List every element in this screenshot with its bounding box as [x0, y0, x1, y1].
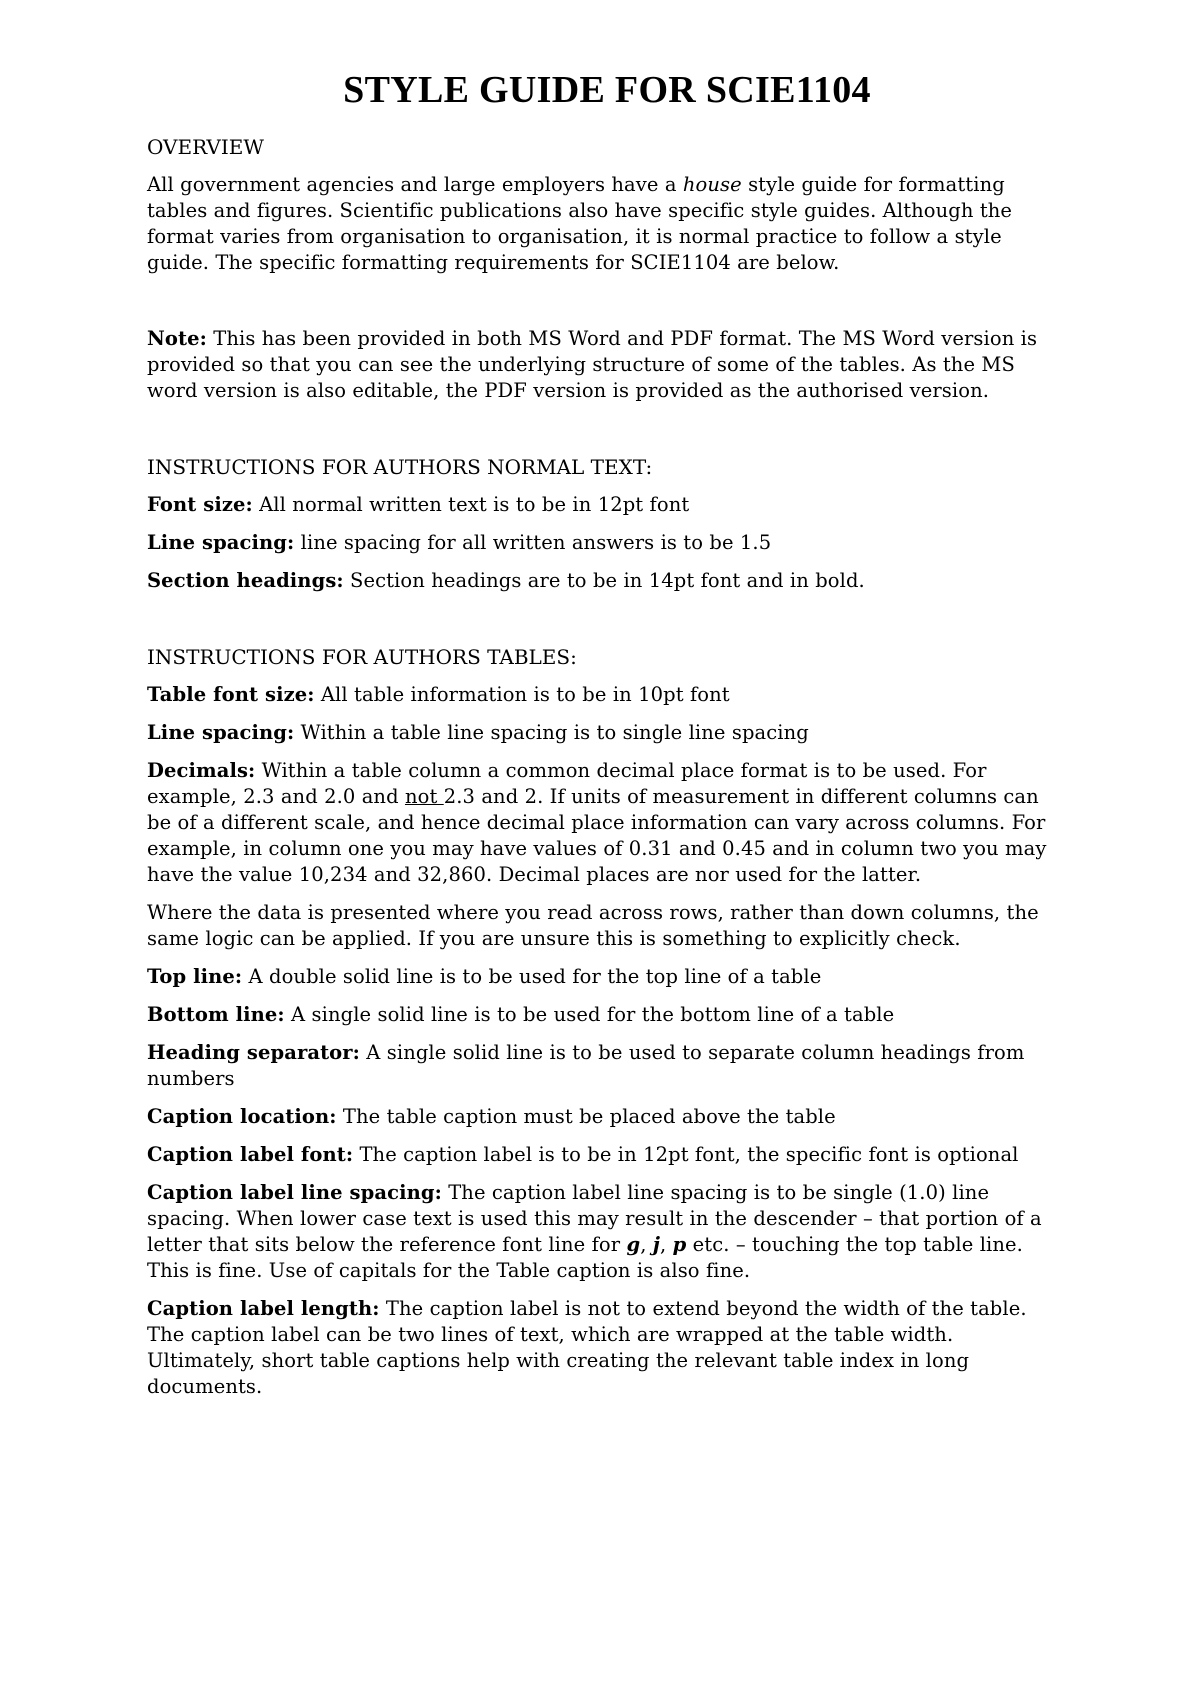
- line-spacing-item: [147, 530, 1067, 556]
- overview-text-b: style guide for formatting tables and figures. Scientific publications also have specific style guides. Although the format varies from organisation to organisation, it is normal practice to follow a style guide. The specific formatting requirements for SCIE1104 are below.: [147, 172, 1013, 274]
- line-spacing-label: Line spacing:: [147, 530, 295, 554]
- heading-separator-item: [147, 1040, 1067, 1092]
- letter-g: g: [626, 1232, 641, 1256]
- overview-heading: OVERVIEW: [147, 134, 264, 159]
- font-size-text: All normal written text is to be in 12pt font: [252, 492, 690, 516]
- caption-location-label: Caption location:: [147, 1104, 337, 1128]
- caption-spacing-sep1: ,: [640, 1232, 653, 1256]
- section-headings-text: Section headings are to be in 14pt font and in bold.: [343, 568, 865, 592]
- document-title: STYLE GUIDE FOR SCIE1104: [343, 69, 871, 111]
- overview-text-a: All government agencies and large employers have a: [147, 172, 683, 196]
- decimals-text-b: 2.3 and 2. If units of measurement in different columns can be of a different scale, and hence decimal place information can vary across columns. For example, in column one you may have values of 0.31 and 0.45 and in column two you may have the value 10,234 and 32,860. Decimal places are nor used for the latter.: [147, 784, 1047, 886]
- note-text: This has been provided in both MS Word and PDF format. The MS Word version is provided so that you can see the underlying structure of some of the tables. As the MS word version is also editable, the PDF version is provided as the authorised version.: [147, 326, 1038, 402]
- overview-paragraph: [147, 172, 1067, 276]
- document-page: [147, 70, 1067, 1412]
- caption-spacing-text-a: The caption label line spacing is to be single (1.0) line spacing. When lower case text is used this may result in the descender – that portion of a letter that sits below the reference font line for: [147, 1180, 1042, 1256]
- caption-font-label: Caption label font:: [147, 1142, 354, 1166]
- bottom-line-label: Bottom line:: [147, 1002, 285, 1026]
- caption-spacing-item: [147, 1180, 1067, 1284]
- decimals-item: [147, 758, 1067, 888]
- font-size-label: Font size:: [147, 492, 253, 516]
- table-line-spacing-text: Within a table line spacing is to single line spacing: [294, 720, 809, 744]
- tables-heading: INSTRUCTIONS FOR AUTHORS TABLES:: [147, 644, 577, 669]
- caption-spacing-label: Caption label line spacing:: [147, 1180, 442, 1204]
- caption-location-text: The table caption must be placed above the table: [336, 1104, 836, 1128]
- heading-separator-text: A single solid line is to be used to separate column headings from numbers: [147, 1040, 1025, 1090]
- caption-length-text: The caption label is not to extend beyond the width of the table. The caption label can be two lines of text, which are wrapped at the table width. Ultimately, short table captions help with creating the relevant table index in long documents.: [147, 1296, 1027, 1398]
- line-spacing-text: line spacing for all written answers is to be 1.5: [294, 530, 772, 554]
- table-line-spacing-label: Line spacing:: [147, 720, 295, 744]
- top-line-item: [147, 964, 1067, 990]
- note-label: Note:: [147, 326, 207, 350]
- font-size-item: [147, 492, 1067, 518]
- caption-font-item: [147, 1142, 1067, 1168]
- top-line-label: Top line:: [147, 964, 243, 988]
- heading-separator-label: Heading separator:: [147, 1040, 360, 1064]
- top-line-text: A double solid line is to be used for the top line of a table: [242, 964, 822, 988]
- bottom-line-text: A single solid line is to be used for the bottom line of a table: [284, 1002, 895, 1026]
- table-line-spacing-item: [147, 720, 1067, 746]
- caption-spacing-text-b: etc. – touching the top table line. This is fine. Use of capitals for the Table caption is also fine.: [147, 1232, 1023, 1282]
- section-headings-label: Section headings:: [147, 568, 344, 592]
- caption-location-item: [147, 1104, 1067, 1130]
- table-font-size-label: Table font size:: [147, 682, 315, 706]
- house-word: house: [682, 172, 742, 196]
- section-headings-item: [147, 568, 1067, 594]
- rows-paragraph: Where the data is presented where you read across rows, rather than down columns, the same logic can be applied. If you are unsure this is something to explicitly check.: [147, 900, 1039, 950]
- not-word: not: [404, 784, 444, 808]
- normal-text-heading: INSTRUCTIONS FOR AUTHORS NORMAL TEXT:: [147, 454, 653, 479]
- caption-font-text: The caption label is to be in 12pt font, the specific font is optional: [353, 1142, 1019, 1166]
- letter-p: p: [672, 1232, 687, 1256]
- table-font-size-item: [147, 682, 1067, 708]
- decimals-text-a: Within a table column a common decimal place format is to be used. For example, 2.3 and 2.0 and: [147, 758, 987, 808]
- caption-length-item: [147, 1296, 1067, 1400]
- caption-spacing-sep2: ,: [660, 1232, 673, 1256]
- caption-length-label: Caption label length:: [147, 1296, 380, 1320]
- bottom-line-item: [147, 1002, 1067, 1028]
- table-font-size-text: All table information is to be in 10pt font: [314, 682, 730, 706]
- note-paragraph: [147, 326, 1067, 404]
- decimals-label: Decimals:: [147, 758, 256, 782]
- letter-j: j: [652, 1232, 660, 1256]
